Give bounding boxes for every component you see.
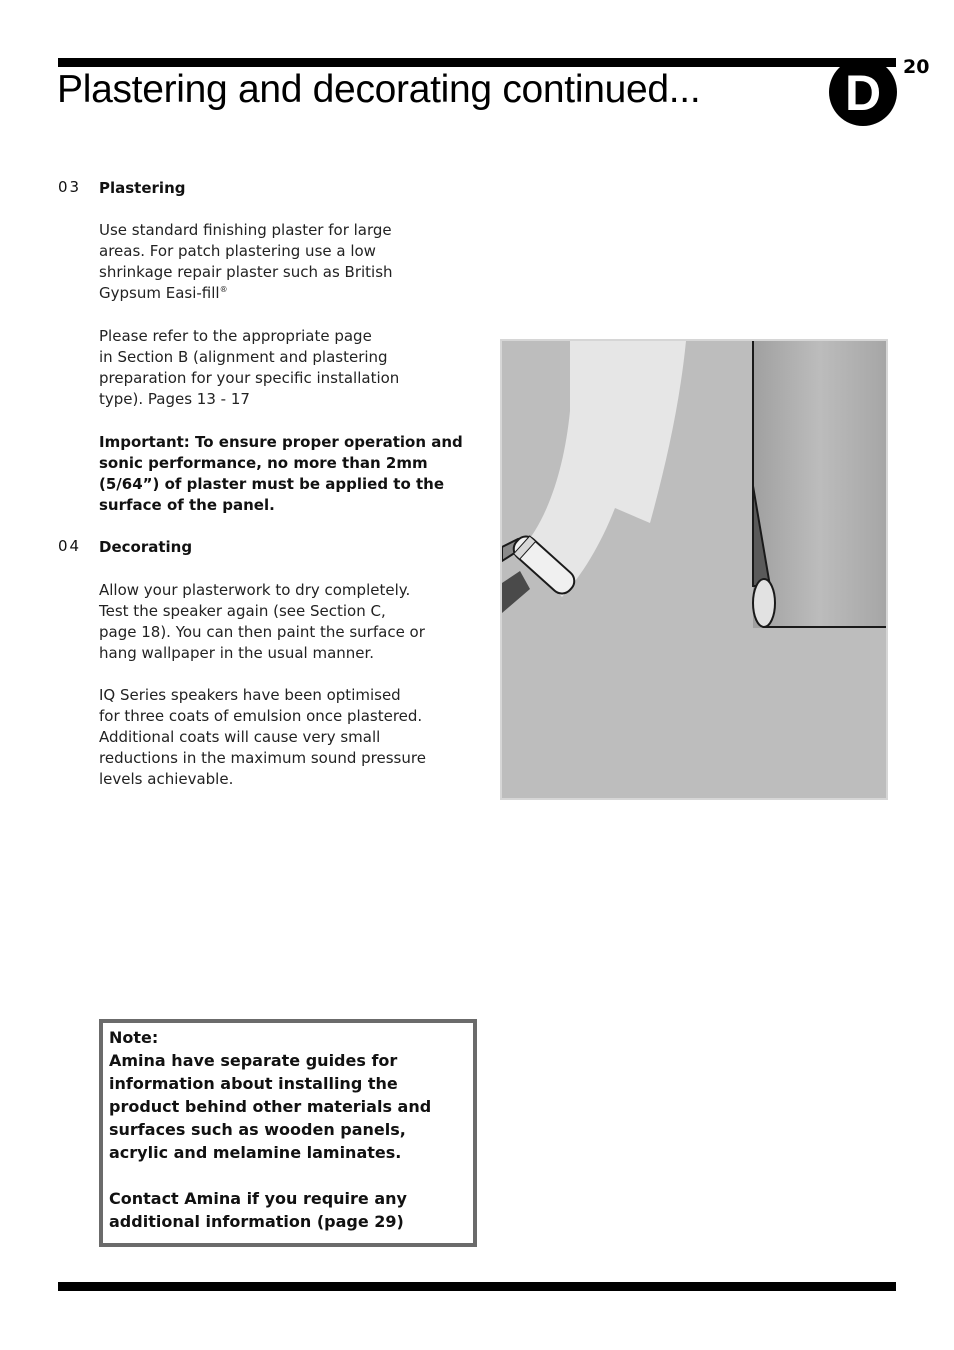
text-line: type). Pages 13 - 17: [99, 390, 250, 408]
text-line: areas. For patch plastering use a low: [99, 242, 376, 260]
note-line: information about installing the: [109, 1074, 398, 1093]
section-heading-decorating: Decorating: [99, 538, 193, 556]
page-number: 20: [903, 56, 930, 78]
note-line: product behind other materials and: [109, 1097, 432, 1116]
text-line: hang wallpaper in the usual manner.: [99, 644, 375, 662]
registered-mark: ®: [219, 285, 228, 294]
text-line: Test the speaker again (see Section C,: [99, 602, 386, 620]
section-badge: D: [829, 58, 897, 126]
note-line: surfaces such as wooden panels,: [109, 1120, 406, 1139]
note-line: [109, 1164, 471, 1187]
page-title: Plastering and decorating continued...: [57, 68, 701, 111]
wallpaper-roll-icon: [753, 341, 886, 628]
text-line: Allow your plasterwork to dry completely.: [99, 581, 411, 599]
text-line: in Section B (alignment and plastering: [99, 348, 388, 366]
text-line: Please refer to the appropriate page: [99, 327, 372, 345]
note-line: additional information (page 29): [109, 1212, 404, 1231]
text-line: shrinkage repair plaster such as British: [99, 263, 393, 281]
note-heading: Note:: [109, 1028, 159, 1047]
text-line: Use standard finishing plaster for large: [99, 221, 392, 239]
decorating-illustration: [500, 339, 888, 800]
text-line-part: Gypsum Easi-fill: [99, 284, 220, 302]
section-number: 03: [58, 178, 82, 196]
note-text: [109, 1026, 471, 1233]
text-line: IQ Series speakers have been optimised: [99, 686, 401, 704]
drying-paragraph: [99, 580, 479, 664]
bottom-rule: [58, 1282, 896, 1291]
text-line: sonic performance, no more than 2mm: [99, 454, 428, 472]
text-line: surface of the panel.: [99, 496, 275, 514]
note-line: Contact Amina if you require any: [109, 1189, 407, 1208]
note-line: acrylic and melamine laminates.: [109, 1143, 402, 1162]
section-heading-plastering: Plastering: [99, 179, 186, 197]
text-line: preparation for your specific installation: [99, 369, 400, 387]
text-line: levels achievable.: [99, 770, 234, 788]
section-number: 04: [58, 537, 82, 555]
text-line: for three coats of emulsion once plastered.: [99, 707, 423, 725]
text-line: Additional coats will cause very small: [99, 728, 381, 746]
wallpaper-sheet: [753, 341, 886, 628]
text-line: [99, 283, 479, 304]
note-line: Amina have separate guides for: [109, 1051, 398, 1070]
wallpaper-roll-end: [753, 579, 775, 627]
plaster-paragraph: [99, 220, 479, 304]
text-line: reductions in the maximum sound pressure: [99, 749, 426, 767]
text-line: Important: To ensure proper operation and: [99, 433, 463, 451]
illustration-svg: [502, 341, 886, 798]
reference-paragraph: [99, 326, 479, 410]
important-warning: [99, 432, 479, 516]
text-line: page 18). You can then paint the surface or: [99, 623, 425, 641]
emulsion-paragraph: [99, 685, 479, 790]
text-line: (5/64”) of plaster must be applied to the: [99, 475, 445, 493]
top-rule: [58, 58, 896, 67]
